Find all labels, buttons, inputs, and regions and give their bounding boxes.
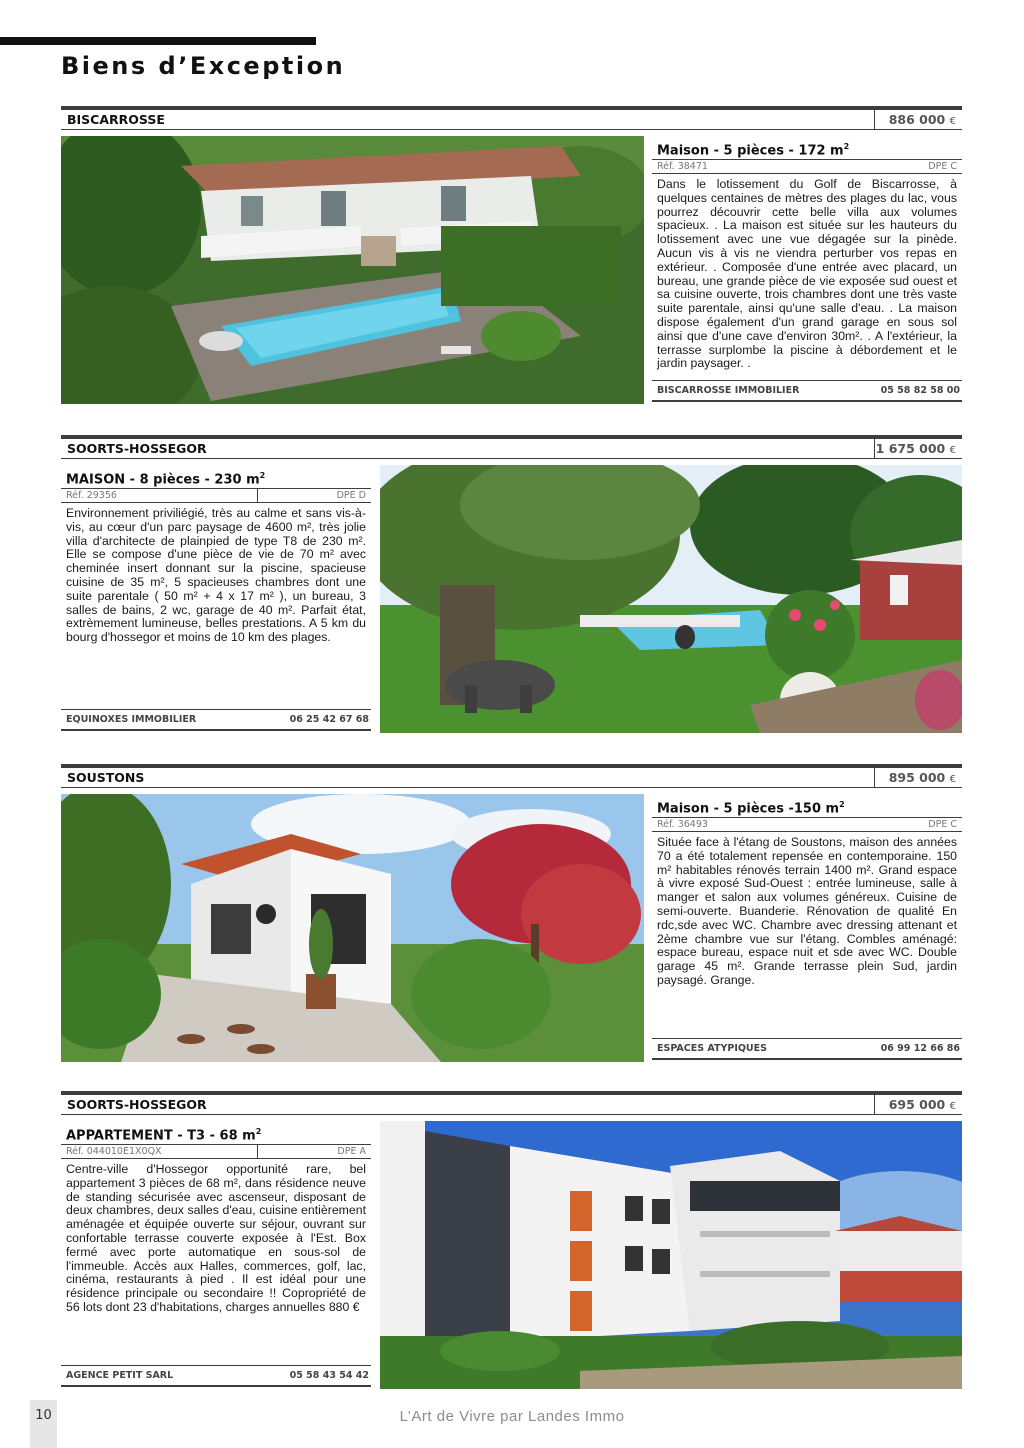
listing-price: 886 000 € [874, 106, 962, 130]
dpe-rating: DPE C [928, 819, 957, 830]
agency-phone: 06 99 12 66 86 [880, 1043, 960, 1054]
property-description: Centre-ville d'Hossegor opportunité rare, bel appartement 3 pièces de 68 m², dans résidence neuve de standing sécurisée avec ascenseur, disposant de deux chambres, deux salles d'eau, cuisine entièrement aménagée et équipée ouverte sur séjour, ouvrant sur confortable terrasse couverte exposée à l'Est. Box fermé avec porte automatique en sous-sol de l'immeuble. Accès aux Halles, commerces, golf, lac, cinéma, restaurants à pied . Il est idéal pour une résidence principale ou secondaire !! Copropriété de 56 lots dont 23 d'habitations, charges annuelles 880 € [66, 1162, 366, 1314]
reference-number: Réf. 29356 [66, 490, 117, 501]
reference-row [652, 818, 962, 832]
property-type-title: Maison - 5 pièces - 172 $m^2$ [652, 136, 962, 160]
listing-info-panel [652, 136, 962, 404]
agency-bar [652, 1038, 962, 1060]
reference-row [61, 1145, 371, 1159]
page-title: Biens d’Exception [61, 52, 346, 80]
listing-info-panel [61, 1121, 371, 1389]
reference-number: Réf. 38471 [657, 161, 708, 172]
listing-location: SOUSTONS [67, 770, 145, 785]
location-bar [61, 435, 962, 459]
property-type-title: Maison - 5 pièces -150 $m^2$ [652, 794, 962, 818]
property-description: Dans le lotissement du Golf de Biscarrosse, à quelques centaines de mètres des plages du lac, vous pourrez découvrir cette belle villa aux volumes spacieux. . La maison est située sur les hauteurs du lotissement avec une vue dégagée sur la pinède. Aucun vis à vis ne viendra perturber vos repas en extérieur. . Composée d'une entrée avec placard, un bureau, une grande pièce de vie exposée sud ouest et sa cuisine ouverte, trois chambres dont une très vaste suite parentale, ainsi qu'une salle d'eau. . La maison dispose également d'un grand garage en sous sol ainsi que d'une cave d'environ 30m². . A l'extérieur, la terrasse surplombe la piscine à débordement et le jardin paysager. . [657, 177, 957, 371]
listing-info-panel [61, 465, 371, 733]
agency-phone: 05 58 82 58 00 [880, 385, 960, 396]
location-bar [61, 764, 962, 788]
listing-biscarrosse [61, 106, 962, 406]
footer-text: L’Art de Vivre par Landes Immo [399, 1408, 625, 1425]
agency-name: BISCARROSSE IMMOBILIER [657, 385, 800, 396]
reference-number: Réf. 36493 [657, 819, 708, 830]
location-bar [61, 1091, 962, 1115]
agency-bar [61, 1365, 371, 1387]
property-photo-pool-villa [61, 136, 644, 404]
listing-info-panel [652, 794, 962, 1062]
property-description: Située face à l'étang de Soustons, maison des années 70 a été totalement repensée en contemporaine. 150 m² habitables rénovés terrain 1400 m². Grand espace à vivre exposé Sud-Ouest : entrée lumineuse, salle à manger et salon aux volumes généreux. Cuisine de semi-ouverte. Buanderie. Rénovation de qualité En rdc,sde avec WC. Chambre avec dressing attenant et 2ème chambre vue sur l'étang. Combles aménagé: espace bureau, espace nuit et sde avec WC. Double garage 45 m². Grande terrasse plein Sud, jardin paysagé. Grange. [657, 835, 957, 987]
agency-phone: 05 58 43 54 42 [289, 1370, 369, 1381]
dpe-rating: DPE D [336, 490, 366, 501]
divider [257, 1145, 258, 1159]
dpe-rating: DPE A [337, 1146, 366, 1157]
page-number: 10 [30, 1400, 57, 1448]
top-accent-bar [0, 37, 316, 45]
reference-row [61, 489, 371, 503]
agency-phone: 06 25 42 67 68 [289, 714, 369, 725]
listing-soorts-hossegor-apartment [61, 1091, 962, 1391]
property-type-title: MAISON - 8 pièces - 230 $m^2$ [61, 465, 371, 489]
agency-bar [61, 709, 371, 731]
listing-location: SOORTS-HOSSEGOR [67, 1097, 207, 1112]
property-photo-apartment-building [380, 1121, 962, 1389]
listing-location: SOORTS-HOSSEGOR [67, 441, 207, 456]
listing-price: 695 000 € [874, 1091, 962, 1115]
location-bar [61, 106, 962, 130]
listing-soustons [61, 764, 962, 1064]
property-photo-white-house [61, 794, 644, 1062]
divider [257, 489, 258, 503]
listing-location: BISCARROSSE [67, 112, 165, 127]
listing-price: 1 675 000 € [874, 435, 962, 459]
agency-name: ESPACES ATYPIQUES [657, 1043, 767, 1054]
property-description: Environnement priviliégié, très au calme et sans vis-à-vis, au cœur d'un parc paysage de 4600 m², très jolie villa d'architecte de plainpied de type T8 de 230 m². Elle se compose d'une pièce de vie de 70 m² avec cheminée insert donnant sur la piscine, spacieuse cuisine de 35 m², 5 spacieuses chambres dont une suite parentale ( 50 m² + 4 x 17 m² ), un bureau, 3 salles de bains, 2 wc, garage de 40 m². Parfait état, extrèmement lumineuse, belles prestations. A 5 km du bourg d'hossegor et moins de 10 km des plages. [66, 506, 366, 645]
listing-price: 895 000 € [874, 764, 962, 788]
reference-row [652, 160, 962, 174]
property-type-title: APPARTEMENT - T3 - 68 $m^2$ [61, 1121, 371, 1145]
reference-number: Réf. 044010E1X0QX [66, 1146, 162, 1157]
agency-name: EQUINOXES IMMOBILIER [66, 714, 197, 725]
property-photo-garden-olive-tree [380, 465, 962, 733]
agency-name: AGENCE PETIT SARL [66, 1370, 174, 1381]
dpe-rating: DPE C [928, 161, 957, 172]
listing-soorts-hossegor-villa [61, 435, 962, 735]
agency-bar [652, 380, 962, 402]
